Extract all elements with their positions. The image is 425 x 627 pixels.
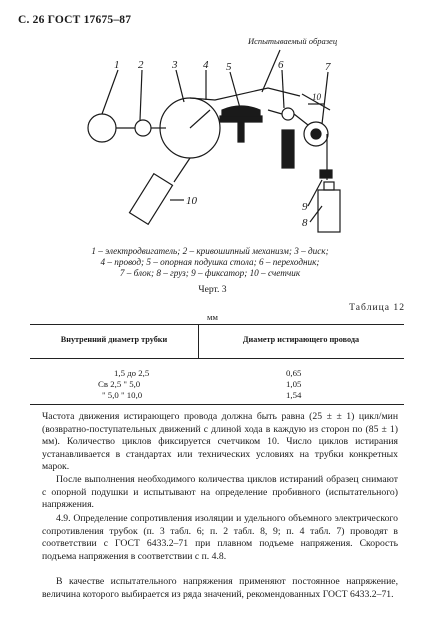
caption-line-1: 1 – электродвигатель; 2 – кривошипный механизм; 3 – диск; [91,246,329,256]
paragraph-frequency: Частота движения истирающего провода должна быть равна (25 ± ± 1) цикл/мин (возвратно-поступательных движений с длиной хода в каждую из сторон по (85 ± 1) мм). Количество циклов фиксируется счетчиком 10. Число циклов истирания устанавливается в стандартах или технических условиях на трубки конкретных марок. [42,411,398,473]
paragraph-after-cycles: После выполнения необходимого количества циклов истираний образец снимают с опорной подушки и испытывают на определение пробивного (испытательного) напряжения. [42,474,398,511]
fig-label-8: 8 [302,217,308,229]
table-header-wire-diameter: Диаметр истирающего провода [242,335,360,344]
apparatus-diagram [40,30,380,242]
fig-label-4: 4 [203,59,209,71]
table-top-rule [30,324,404,325]
table-row-1-range: 1,5 до 2,5 [114,368,150,378]
pulley-inner [311,129,321,139]
support-pad [220,116,262,142]
adapter-circle [282,108,294,120]
fig-label-7: 7 [325,61,331,73]
fixer [320,170,332,178]
table-row-2-range: Св 2,5 " 5,0 [98,379,141,390]
figure-caption [20,246,400,280]
table-title: Таблица 12 [349,302,405,313]
table-row-2-value: 1,05 [286,379,302,390]
fig-label-10-bottom: 10 [186,195,197,207]
table-unit: мм [207,312,218,322]
table-range-column [98,368,198,402]
table-header-inner-diameter: Внутренний диаметр трубки [60,335,168,344]
paragraph-4-9: 4.9. Определение сопротивления изоляции и удельного объемного электрического сопротивления трубок (п. 3 табл. 6; п. 2 табл. 8, 9; п. 4 табл. 7) проводят в соответствии с ГОСТ 6433.2–71 при плавном подъеме напряжения. Скорость подъема напряжения в соответствии с п. 4.8. [42,513,398,562]
fig-label-6: 6 [278,59,284,71]
fig-label-10-top: 10 [312,92,321,102]
paragraph-test-voltage: В качестве испытательного напряжения применяют постоянное напряжение, величина которого выбирается из ряда значений, рекомендованных ГОСТ 6433.2–71. [42,576,398,600]
fig-label-3: 3 [172,59,178,71]
figure-number: Черт. 3 [198,284,227,295]
fig-label-9: 9 [302,201,308,213]
caption-line-3: 7 – блок; 8 – груз; 9 – фиксатор; 10 – счетчик [119,268,301,279]
table-header-rule [30,358,404,359]
table-bottom-rule [30,404,404,405]
table-row-3-range: " 5,0 " 10,0 [102,390,143,401]
table-col-divider [198,324,199,358]
counter-box [129,174,172,225]
crank-circle [135,120,151,136]
fig-label-5: 5 [226,61,232,73]
table-value-column [286,368,326,402]
caption-line-2: 4 – провод; 5 – опорная подушка стола; 6 – переходник; [100,257,320,268]
page-header: С. 26 ГОСТ 17675–87 [18,14,132,26]
figure-sample-label: Испытываемый образец [248,36,338,46]
weight-box [318,190,340,232]
table-row-3-value: 1,54 [286,390,302,401]
fig-label-2: 2 [138,59,144,71]
fig-label-1: 1 [114,59,120,71]
table-row-1-value: 0,65 [286,368,302,378]
motor-circle [88,114,116,142]
